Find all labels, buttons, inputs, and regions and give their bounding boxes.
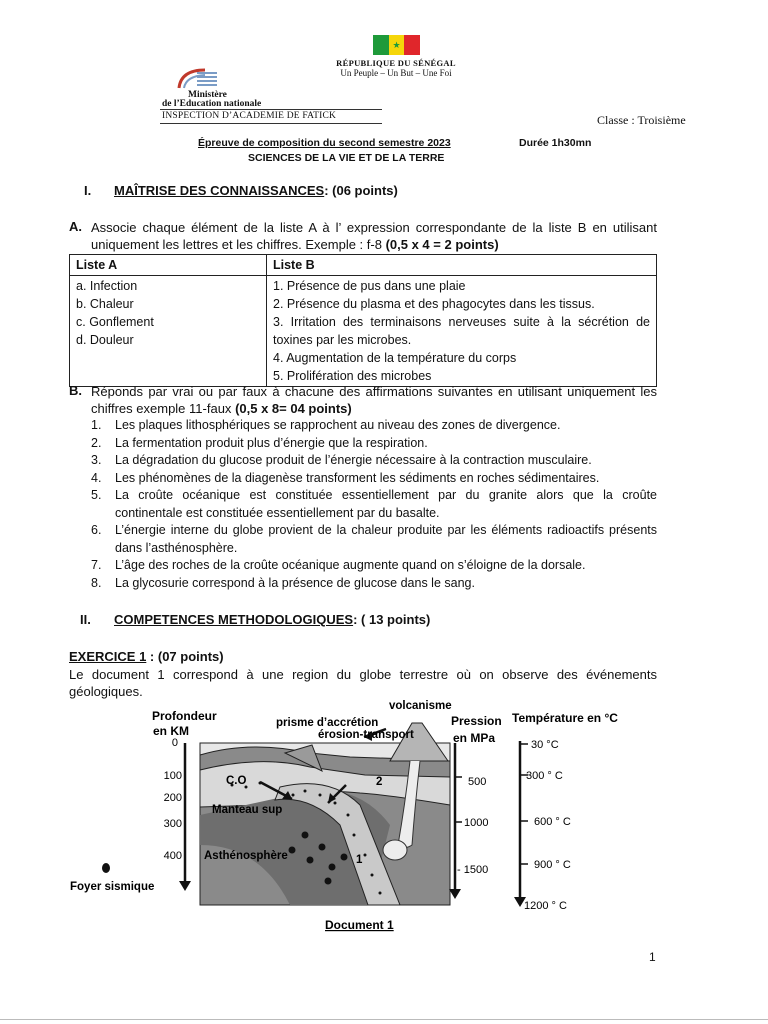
republic-name: RÉPUBLIQUE DU SÉNÉGAL: [336, 58, 456, 68]
label-upper-mantle: Manteau sup: [212, 804, 283, 816]
list-b-item: 4. Augmentation de la température du corps: [273, 351, 517, 365]
label-accretion-prism: prisme d’accrétion: [276, 717, 379, 729]
list-a-item: b. Chaleur: [76, 297, 134, 311]
pressure-tick: 1000: [464, 817, 489, 829]
temperature-label: Température en °C: [512, 711, 618, 725]
pressure-label-1: Pression: [451, 714, 502, 728]
matching-table: [69, 254, 657, 387]
depth-tick: 400: [163, 850, 182, 862]
exercise-title: EXERCICE 1: [69, 649, 147, 664]
list-a-cell: [70, 276, 267, 387]
pressure-arrow-icon: [449, 889, 461, 899]
partA-letter: A.: [69, 219, 82, 234]
header-divider-2: [160, 123, 382, 124]
list-item: [91, 435, 657, 453]
label-2: 2: [376, 776, 383, 788]
section2-heading: [114, 612, 430, 627]
depth-label-1: Profondeur: [152, 709, 217, 723]
list-item: [91, 487, 657, 522]
item-number: 1.: [91, 418, 102, 432]
temperature-tick: 600 ° C: [534, 816, 571, 828]
item-text: La croûte océanique est constituée essentiellement par du granite alors que la croûte continentale est constituée essentiellement par du basalte.: [115, 488, 657, 520]
list-item: [91, 417, 657, 435]
exercise-heading: [69, 649, 224, 664]
section2-number: II.: [80, 612, 91, 627]
item-number: 7.: [91, 558, 102, 572]
seismic-focus-legend-icon: [102, 863, 110, 873]
item-number: 3.: [91, 453, 102, 467]
list-a-item: d. Douleur: [76, 333, 134, 347]
table-head-b: Liste B: [267, 255, 657, 276]
table-head-a: Liste A: [70, 255, 267, 276]
temperature-tick: 1200 ° C: [524, 900, 567, 912]
pressure-tick: - 1500: [457, 864, 489, 876]
page-number: 1: [649, 950, 656, 964]
list-a-item: a. Infection: [76, 279, 138, 293]
item-text: La dégradation du glucose produit de l’énergie nécessaire à la contraction musculaire.: [115, 453, 592, 467]
label-volcanism: volcanisme: [389, 700, 452, 712]
true-false-list: [91, 417, 657, 592]
figure-caption: Document 1: [325, 918, 394, 932]
item-text: La fermentation produit plus d’énergie que la respiration.: [115, 435, 428, 450]
section1-title: MAÎTRISE DES CONNAISSANCES: [114, 183, 325, 198]
list-b-item: 2. Présence du plasma et des phagocytes dans les tissus.: [273, 297, 595, 311]
section1-heading: [114, 183, 398, 198]
ministry-logo-icon: [175, 66, 217, 92]
republic-motto: Un Peuple – Un But – Une Foi: [340, 68, 452, 78]
partA-points: (0,5 x 4 = 2 points): [385, 237, 499, 252]
item-text: La glycosurie correspond à la présence de glucose dans le sang.: [115, 575, 475, 590]
exam-title: Épreuve de composition du second semestre 2023: [198, 137, 451, 149]
pressure-tick: 500: [468, 776, 487, 788]
flag-red-band: [404, 35, 420, 55]
flag-green-band: [373, 35, 389, 55]
section2-points: : ( 13 points): [353, 612, 431, 627]
partA-instruction: [91, 219, 657, 253]
depth-tick: 300: [163, 818, 182, 830]
inspection-name: INSPECTION D’ACADEMIE DE FATICK: [162, 111, 337, 121]
label-oceanic-crust: C.O: [226, 775, 247, 787]
temperature-tick: 30 °C: [531, 739, 559, 751]
temperature-tick: 300 ° C: [526, 770, 563, 782]
temperature-tick: 900 ° C: [534, 859, 571, 871]
senegal-flag: [373, 35, 420, 55]
list-item: [91, 522, 657, 557]
depth-tick: 100: [163, 770, 182, 782]
partB-instruction-text: Réponds par vrai ou par faux à chacune des affirmations suivantes en utilisant uniquement les chiffres exemple 11-faux: [91, 384, 657, 416]
item-text: Les plaques lithosphériques se rapprochent au niveau des zones de divergence.: [115, 418, 561, 432]
depth-label-2: en KM: [153, 724, 189, 738]
list-b-item: 5. Prolifération des microbes: [273, 369, 432, 383]
partB-instruction: [91, 383, 657, 417]
item-text: L’âge des roches de la croûte océanique augmente quand on s’éloigne de la dorsale.: [115, 558, 586, 572]
section1-number: I.: [84, 183, 92, 198]
list-item: [91, 470, 657, 488]
ministry-line2: de l’Education nationale: [162, 99, 262, 109]
exam-subject: SCIENCES DE LA VIE ET DE LA TERRE: [248, 152, 445, 164]
list-item: [91, 575, 657, 593]
list-b-cell: [267, 276, 657, 387]
item-number: 5.: [91, 488, 102, 502]
item-text: L’énergie interne du globe provient de la chaleur produite par les éléments radioactifs présents dans l’asthénosphère.: [115, 523, 657, 555]
item-number: 8.: [91, 575, 102, 590]
partB-points: (0,5 x 8= 04 points): [235, 401, 352, 416]
ministry-line1: Ministère: [188, 90, 227, 100]
list-b-item: 3. Irritation des terminaisons nerveuses suite à la sécrétion de toxines par les microbes.: [273, 315, 650, 347]
geology-figure: [60, 695, 660, 935]
partB-letter: B.: [69, 383, 82, 398]
item-number: 6.: [91, 523, 102, 537]
flag-yellow-band: ★: [389, 35, 405, 55]
exercise-text: Le document 1 correspond à une region du globe terrestre où on observe des événements géologiques.: [69, 667, 657, 699]
partA-instruction-text: Associe chaque élément de la liste A à l’ expression correspondante de la liste B en utilisant uniquement les lettres et les chiffres. Exemple : f-8: [91, 220, 657, 252]
section2-title: COMPETENCES METHODOLOGIQUES: [114, 612, 354, 627]
list-item: [91, 557, 657, 575]
exercise-points: : (07 points): [146, 649, 224, 664]
class-label: Classe : Troisième: [597, 113, 686, 127]
list-a-item: c. Gonflement: [76, 315, 154, 329]
item-number: 2.: [91, 435, 102, 450]
item-text: Les phénomènes de la diagenèse transforment les sédiments en roches sédimentaires.: [115, 470, 600, 485]
page-bottom-edge: [0, 1019, 768, 1020]
header-divider: [160, 109, 382, 110]
label-asthenosphere: Asthénosphère: [204, 850, 288, 862]
label-1: 1: [356, 854, 363, 866]
legend-seismic-focus: Foyer sismique: [70, 881, 155, 893]
list-item: [91, 452, 657, 470]
label-erosion-transport: érosion-transport: [318, 729, 414, 741]
depth-tick: 0: [171, 737, 178, 749]
section1-points: : (06 points): [324, 183, 398, 198]
item-number: 4.: [91, 470, 102, 485]
pressure-label-2: en MPa: [453, 731, 496, 745]
exam-duration: Durée 1h30mn: [519, 137, 592, 149]
list-b-item: 1. Présence de pus dans une plaie: [273, 279, 466, 293]
depth-arrow-icon: [179, 881, 191, 891]
depth-tick: 200: [163, 792, 182, 804]
